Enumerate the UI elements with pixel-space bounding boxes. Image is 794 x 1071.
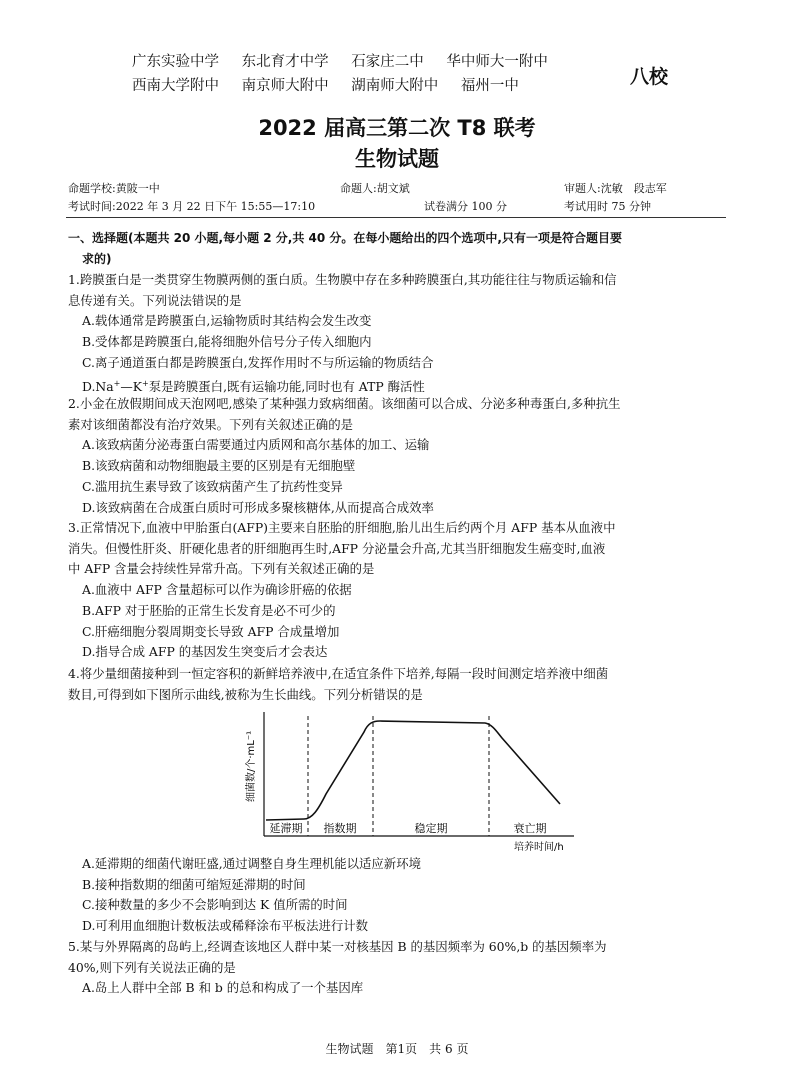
- school-name: 福州一中: [460, 78, 519, 94]
- phase-label-lag: 延滞期: [269, 822, 303, 835]
- header-divider: [66, 217, 726, 218]
- phase-label-exponential: 指数期: [323, 822, 357, 835]
- plus-superscript: +: [142, 378, 149, 388]
- option-d: D.指导合成 AFP 的基因发生突变后才会表达: [82, 644, 328, 660]
- option-b: B.AFP 对于胚胎的正常生长发育是必不可少的: [82, 602, 336, 618]
- subject-title: 生物试题: [355, 147, 439, 171]
- question-stem: 40%,则下列有关说法正确的是: [68, 959, 236, 975]
- section-heading: [68, 228, 726, 269]
- exam-title: 2022 届高三第二次 T8 联考: [258, 116, 536, 140]
- option-b: B.接种指数期的细菌可缩短延滞期的时间: [82, 876, 306, 892]
- growth-curve-chart: [230, 708, 590, 858]
- question-4-options: [68, 854, 726, 937]
- option-a: A.延滞期的细菌代谢旺盛,通过调整自身生理机能以适应新环境: [82, 856, 421, 871]
- meta-score: 试卷满分 100 分: [424, 200, 507, 213]
- question-1: [68, 270, 726, 397]
- school-name: 南京师大附中: [241, 78, 329, 94]
- school-name: 华中师大一附中: [446, 54, 548, 70]
- meta-author: 命题人:胡文斌: [340, 182, 410, 195]
- question-stem: 数目,可得到如下图所示曲线,被称为生长曲线。下列分析错误的是: [68, 686, 423, 702]
- option-d-part: —K: [120, 378, 143, 394]
- question-stem: 5.某与外界隔离的岛屿上,经调查该地区人群中某一对核基因 B 的基因频率为 60%,b 的基因频率为: [68, 939, 607, 954]
- y-axis-label: 细菌数/个·mL⁻¹: [246, 730, 257, 802]
- school-row-1: [132, 50, 566, 74]
- option-a: A.载体通常是跨膜蛋白,运输物质时其结构会发生改变: [82, 313, 372, 329]
- question-2: [68, 394, 726, 518]
- option-c: C.接种数量的多少不会影响到达 K 值所需的时间: [82, 897, 348, 913]
- question-stem: 息传递有关。下列说法错误的是: [68, 292, 242, 308]
- option-d-part: 泵是跨膜蛋白,既有运输功能,同时也有 ATP 酶活性: [148, 378, 425, 394]
- question-stem: 消失。但慢性肝炎、肝硬化患者的肝细胞再生时,AFP 分泌量会升高,尤其当肝细胞发生癌变时,血液: [68, 540, 606, 556]
- school-name: 西南大学附中: [132, 78, 219, 94]
- question-stem: 4.将少量细菌接种到一恒定容积的新鲜培养液中,在适宜条件下培养,每隔一段时间测定培养液中细菌: [68, 666, 609, 681]
- option-c: C.肝癌细胞分裂周期变长导致 AFP 合成量增加: [82, 623, 340, 639]
- question-5: [68, 937, 726, 999]
- meta-reviewer: 审题人:沈敏 段志军: [564, 182, 667, 195]
- option-a: A.血液中 AFP 含量超标可以作为确诊肝癌的依据: [82, 582, 352, 598]
- school-name: 东北育才中学: [241, 54, 329, 70]
- meta-school: 命题学校:黄陂一中: [68, 182, 160, 195]
- question-4-stem: [68, 664, 726, 705]
- question-stem: 素对该细菌都没有治疗效果。下列有关叙述正确的是: [68, 416, 353, 432]
- phase-label-stationary: 稳定期: [414, 822, 448, 835]
- school-name: 广东实验中学: [132, 54, 219, 70]
- option-c: C.离子通道蛋白都是跨膜蛋白,发挥作用时不与所运输的物质结合: [82, 354, 434, 370]
- option-d: D.该致病菌在合成蛋白质时可形成多聚核糖体,从而提高合成效率: [82, 499, 434, 515]
- question-3: [68, 518, 726, 663]
- plus-superscript: +: [113, 378, 121, 388]
- question-stem: 3.正常情况下,血液中甲胎蛋白(AFP)主要来自胚胎的肝细胞,胎儿出生后约两个月 AFP 基本从血液中: [68, 520, 616, 535]
- option-a: A.该致病菌分泌毒蛋白需要通过内质网和高尔基体的加工、运输: [82, 437, 430, 453]
- meta-time: 考试时间:2022 年 3 月 22 日下午 15:55—17:10: [68, 200, 316, 213]
- option-d: D.可利用血细胞计数板法或稀释涂布平板法进行计数: [82, 918, 369, 934]
- school-name: 湖南师大附中: [351, 78, 439, 94]
- question-stem: 中 AFP 含量会持续性异常升高。下列有关叙述正确的是: [68, 561, 375, 577]
- school-list: [132, 50, 566, 98]
- school-row-2: [132, 74, 566, 98]
- page-footer: 生物试题 第1页 共 6 页: [325, 1042, 469, 1056]
- eight-schools-badge: 八校: [630, 66, 669, 88]
- school-name: 石家庄二中: [351, 54, 424, 70]
- x-axis-label: 培养时间/h: [514, 842, 564, 853]
- option-a: A.岛上人群中全部 B 和 b 的总和构成了一个基因库: [82, 980, 364, 996]
- meta-duration: 考试用时 75 分钟: [564, 200, 651, 213]
- option-b: B.该致病菌和动物细胞最主要的区别是有无细胞壁: [82, 458, 356, 474]
- question-stem: 1.跨膜蛋白是一类贯穿生物膜两侧的蛋白质。生物膜中存在多种跨膜蛋白,其功能往往与物质运输和信: [68, 272, 617, 287]
- option-c: C.滥用抗生素导致了该致病菌产生了抗药性变异: [82, 478, 343, 494]
- growth-curve: [266, 721, 560, 820]
- question-stem: 2.小金在放假期间成天泡网吧,感染了某种强力致病细菌。该细菌可以合成、分泌多种毒蛋白,多种抗生: [68, 396, 621, 411]
- section-line: 一、选择题(本题共 20 小题,每小题 2 分,共 40 分。在每小题给出的四个选项中,只有一项是符合题目要: [68, 231, 622, 245]
- option-d-part: D.Na: [82, 378, 114, 394]
- phase-label-decline: 衰亡期: [513, 822, 547, 835]
- section-line: 求的): [82, 251, 112, 266]
- option-b: B.受体都是跨膜蛋白,能将细胞外信号分子传入细胞内: [82, 334, 372, 350]
